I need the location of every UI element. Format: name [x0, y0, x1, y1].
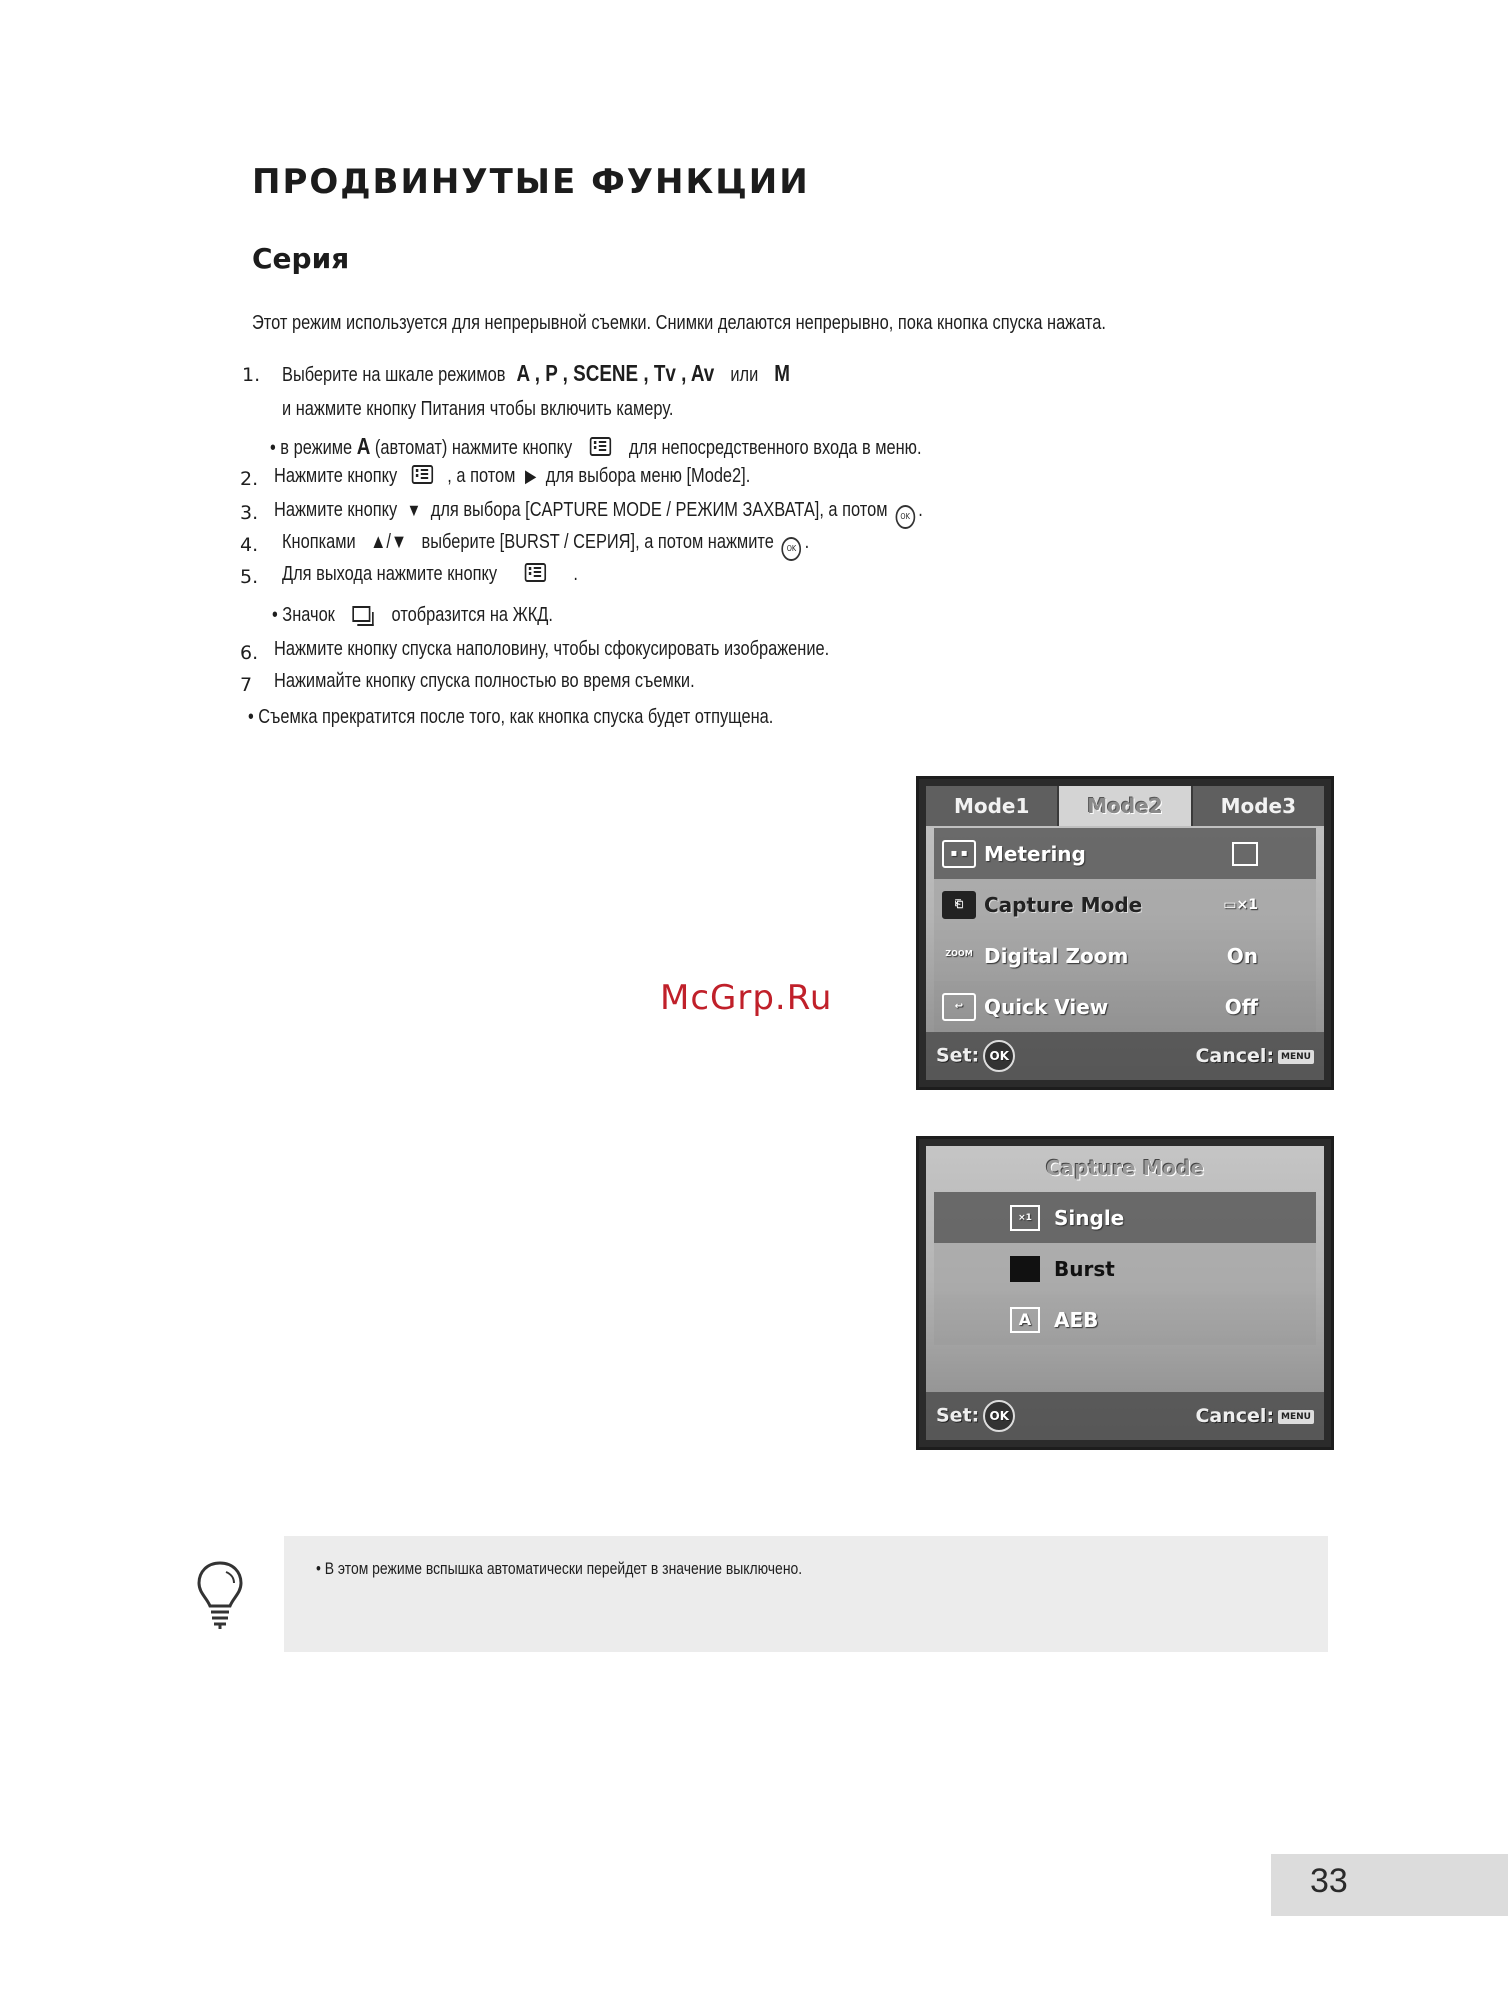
step-2-number: 2. [240, 468, 259, 490]
step-3-number: 3. [240, 502, 259, 524]
step-3-end: . [918, 499, 923, 521]
set-hint [936, 1040, 1015, 1072]
step-1-or: или [730, 364, 759, 386]
step-5-bullet [272, 604, 553, 627]
set-label: Set: [936, 1044, 980, 1067]
step-1-mode-m: M [774, 360, 790, 386]
menu-icon [525, 563, 546, 582]
menu-row-quick-view[interactable] [934, 981, 1316, 1032]
menu-row-label: Capture Mode [984, 892, 1143, 917]
note-text: • В этом режиме вспышка автоматически перейдет в значение выключено. [316, 1559, 803, 1578]
step-1-text: Выберите на шкале режимов [282, 364, 506, 386]
menu-button-icon: MENU [1278, 1410, 1314, 1424]
up-down-arrows-icon: ▲/▼ [370, 531, 408, 553]
screen-footer [926, 1032, 1324, 1080]
step-1-bullet-b: (автомат) нажмите кнопку [374, 437, 573, 459]
step-1-modes: A , P , SCENE , Tv , Av [516, 360, 715, 386]
menu-row-capture-mode[interactable] [934, 879, 1316, 930]
step-5-line [282, 563, 578, 586]
note-box [284, 1536, 1328, 1652]
burst-icon [1010, 1256, 1040, 1282]
step-5-text: Для выхода нажмите кнопку [282, 563, 498, 585]
step-1-bullet-a: • в режиме [270, 437, 353, 459]
lightbulb-icon [196, 1560, 244, 1630]
set-hint [936, 1400, 1015, 1432]
right-triangle-icon: ▶ [524, 466, 537, 486]
step-6-text: Нажмите кнопку спуска наполовину, чтобы сфокусировать изображение. [274, 638, 830, 660]
option-label: Single [1054, 1205, 1125, 1230]
step-3-text-b: для выбора [CAPTURE MODE / РЕЖИМ ЗАХВАТА], а потом [430, 499, 888, 521]
screen-footer [926, 1392, 1324, 1440]
step-4-text-a: Кнопками [282, 531, 356, 553]
page-number: 33 [1310, 1862, 1348, 1900]
step-3-text-a: Нажмите кнопку [274, 499, 398, 521]
tab-mode3[interactable]: Mode3 [1220, 794, 1297, 818]
menu-row-label: Digital Zoom [984, 943, 1129, 968]
menu-icon [412, 465, 433, 484]
quick-view-icon: ↩ [942, 993, 976, 1021]
menu-row-digital-zoom[interactable] [934, 930, 1316, 981]
metering-icon: ▪ ▪ [942, 840, 976, 868]
metering-value-icon [1232, 842, 1258, 866]
option-label: AEB [1054, 1307, 1099, 1332]
menu-row-label: Metering [984, 841, 1086, 866]
step-5-number: 5. [240, 566, 259, 588]
mode-tabs [926, 786, 1324, 826]
ok-icon: OK [895, 505, 915, 529]
zoom-icon: ZOOM [945, 948, 973, 958]
step-1-bullet-c: для непосредственного входа в меню. [628, 437, 922, 459]
cancel-label: Cancel: [1195, 1405, 1275, 1427]
aeb-icon: A [1010, 1307, 1040, 1333]
option-aeb[interactable] [934, 1294, 1316, 1345]
menu-row-metering[interactable] [934, 828, 1316, 879]
step-1-bullet [270, 433, 922, 460]
camera-menu-screen [916, 776, 1334, 1090]
step-2-line [274, 465, 750, 488]
page-number-box [1271, 1854, 1508, 1916]
step-5-end: . [573, 563, 578, 585]
burst-icon [353, 606, 374, 624]
step-4-text-b: выберите [BURST / СЕРИЯ], а потом нажмите [421, 531, 774, 553]
page-title: ПРОДВИНУТЫЕ ФУНКЦИИ [252, 162, 810, 202]
capture-mode-title: Capture Mode [1045, 1156, 1205, 1180]
option-label: Burst [1054, 1256, 1115, 1281]
tab-mode1[interactable]: Mode1 [926, 786, 1059, 826]
capture-mode-screen [916, 1136, 1334, 1450]
option-single[interactable] [934, 1192, 1316, 1243]
step-7-number: 7 [240, 674, 253, 696]
step-7-text: Нажимайте кнопку спуска полностью во время съемки. [274, 670, 695, 692]
watermark: McGrp.Ru [660, 978, 833, 1018]
step-6-number: 6. [240, 642, 259, 664]
step-5-bullet-b: отобразится на ЖКД. [391, 604, 553, 626]
intro-text: Этот режим используется для непрерывной съемки. Снимки делаются непрерывно, пока кнопка спуска нажата. [252, 312, 1106, 334]
step-5-bullet-a: • Значок [272, 604, 335, 626]
step-3-line [274, 499, 923, 529]
menu-row-value: Off [1224, 994, 1258, 1019]
single-shot-icon: ▭×1 [1223, 896, 1258, 913]
set-label: Set: [936, 1404, 980, 1427]
option-burst[interactable] [934, 1243, 1316, 1294]
section-title: Серия [252, 242, 350, 275]
step-2-text-b: , а потом [447, 465, 516, 487]
cancel-label: Cancel: [1195, 1045, 1275, 1067]
step-4-end: . [804, 531, 810, 553]
single-icon: ×1 [1010, 1205, 1040, 1231]
menu-button-icon: MENU [1278, 1050, 1314, 1064]
menu-icon [590, 437, 611, 456]
tab-mode2[interactable]: Mode2 [1059, 786, 1192, 826]
step-1-number: 1. [242, 364, 261, 386]
ok-icon: OK [983, 1400, 1015, 1432]
menu-row-label: Quick View [984, 994, 1109, 1019]
step-4-line [282, 531, 809, 561]
ok-icon: OK [983, 1040, 1015, 1072]
step-7-bullet: • Съемка прекратится после того, как кнопка спуска будет отпущена. [248, 706, 774, 728]
step-1-bullet-mode: A [356, 433, 371, 459]
capture-mode-icon: ⎗ [942, 891, 976, 919]
step-2-text-a: Нажмите кнопку [274, 465, 398, 487]
step-4-number: 4. [240, 534, 259, 556]
cancel-hint [1195, 1405, 1314, 1427]
step-1-line [282, 360, 790, 387]
down-triangle-icon: ▼ [406, 500, 422, 520]
step-2-text-c: для выбора меню [Mode2]. [545, 465, 751, 487]
step-1-text-2: и нажмите кнопку Питания чтобы включить камеру. [282, 398, 674, 420]
menu-row-value: On [1226, 943, 1258, 968]
cancel-hint [1195, 1045, 1314, 1067]
ok-icon: OK [782, 537, 802, 561]
